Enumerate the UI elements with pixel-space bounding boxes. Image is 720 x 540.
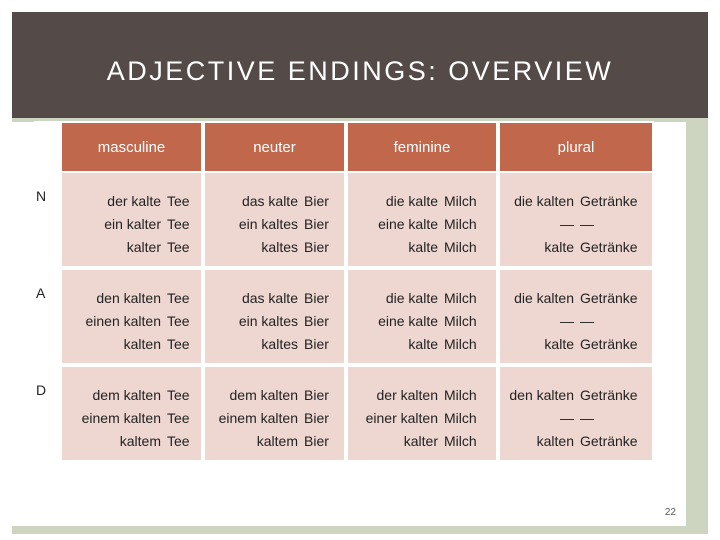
noun: Milch [444,313,477,329]
noun: Tee [167,290,190,306]
column-header-neuter: neuter [203,121,346,171]
article-adjective: ein kaltes [238,313,298,329]
noun: Milch [444,387,477,403]
noun: Tee [167,336,190,352]
cell-neuter [203,268,346,365]
phrase-line [500,236,652,259]
phrase-line [205,333,344,356]
noun: Bier [304,433,329,449]
phrase-line [62,310,201,333]
article-adjective: kaltes [261,336,298,352]
article-adjective: einer kalten [365,410,438,426]
case-row [34,171,654,268]
phrase-line [348,384,496,407]
article-adjective: das kalte [241,193,298,209]
phrase-line [205,190,344,213]
noun: Bier [304,239,329,255]
slide-title: ADJECTIVE ENDINGS: OVERVIEW [106,56,614,86]
article-adjective: den kalten [96,290,161,306]
article-adjective: kalte [544,239,574,255]
phrase-line [348,190,496,213]
noun: Getränke [580,290,638,306]
cell-masculine [60,268,203,365]
article-adjective: ein kalter [104,216,161,232]
cell-feminine [346,268,498,365]
article-adjective: dem kalten [229,387,298,403]
phrase-line [500,213,652,236]
noun: Tee [167,313,190,329]
noun: — [580,216,594,232]
noun: Bier [304,387,329,403]
phrase-line [62,287,201,310]
case-row [34,365,654,462]
table-body [34,171,654,462]
article-adjective: kaltem [256,433,298,449]
title-bar [12,12,708,118]
cell-masculine [60,171,203,268]
article-adjective: — [560,216,574,232]
header-row [34,121,654,171]
noun: Milch [444,433,477,449]
article-adjective: das kalte [241,290,298,306]
article-adjective: kalte [408,239,438,255]
article-adjective: kalter [126,239,161,255]
phrase-line [205,407,344,430]
article-adjective: einen kalten [85,313,161,329]
phrase-line [348,310,496,333]
noun: Milch [444,336,477,352]
noun: Getränke [580,336,638,352]
article-adjective: kalte [544,336,574,352]
article-adjective: der kalte [107,193,161,209]
noun: Getränke [580,239,638,255]
noun: Getränke [580,433,638,449]
phrase-line [62,384,201,407]
phrase-line [62,190,201,213]
phrase-line [205,310,344,333]
noun: — [580,313,594,329]
article-adjective: kalten [536,433,574,449]
article-adjective: einem kalten [81,410,161,426]
article-adjective: die kalte [385,193,438,209]
noun: Bier [304,410,329,426]
column-header-masculine: masculine [60,121,203,171]
cell-neuter [203,171,346,268]
phrase-line [62,213,201,236]
article-adjective: ein kaltes [238,216,298,232]
noun: Bier [304,313,329,329]
corner-cell [34,121,60,171]
article-adjective: kaltem [119,433,161,449]
cell-plural [498,365,654,462]
phrase-line [500,407,652,430]
noun: Milch [444,290,477,306]
noun: Milch [444,193,477,209]
article-adjective: eine kalte [378,313,438,329]
phrase-line [500,430,652,453]
noun: Bier [304,336,329,352]
noun: Tee [167,387,190,403]
phrase-line [500,333,652,356]
phrase-line [348,430,496,453]
cell-neuter [203,365,346,462]
article-adjective: die kalte [385,290,438,306]
noun: Getränke [580,193,638,209]
phrase-line [348,333,496,356]
article-adjective: die kalten [514,193,574,209]
article-adjective: einem kalten [218,410,298,426]
article-adjective: kaltes [261,239,298,255]
phrase-line [62,407,201,430]
cell-plural [498,171,654,268]
noun: — [580,410,594,426]
article-adjective: eine kalte [378,216,438,232]
case-label: A [34,268,60,365]
noun: Tee [167,410,190,426]
article-adjective: den kalten [509,387,574,403]
phrase-line [205,384,344,407]
cell-plural [498,268,654,365]
phrase-line [205,430,344,453]
page-number: 22 [664,507,676,518]
article-adjective: kalter [403,433,438,449]
phrase-line [348,287,496,310]
column-header-feminine: feminine [346,121,498,171]
phrase-line [348,407,496,430]
noun: Getränke [580,387,638,403]
article-adjective: die kalten [514,290,574,306]
cell-feminine [346,171,498,268]
article-adjective: dem kalten [92,387,161,403]
article-adjective: — [560,410,574,426]
phrase-line [205,236,344,259]
noun: Tee [167,193,190,209]
adjective-endings-table [34,121,654,462]
article-adjective: kalte [408,336,438,352]
phrase-line [500,384,652,407]
noun: Bier [304,193,329,209]
cell-masculine [60,365,203,462]
phrase-line [348,236,496,259]
noun: Tee [167,239,190,255]
noun: Milch [444,239,477,255]
phrase-line [500,310,652,333]
case-label: D [34,365,60,462]
article-adjective: — [560,313,574,329]
noun: Tee [167,216,190,232]
case-row [34,268,654,365]
noun: Tee [167,433,190,449]
phrase-line [500,190,652,213]
cell-feminine [346,365,498,462]
phrase-line [62,430,201,453]
noun: Bier [304,216,329,232]
article-adjective: kalten [123,336,161,352]
article-adjective: der kalten [376,387,438,403]
case-label: N [34,171,60,268]
noun: Milch [444,410,477,426]
noun: Bier [304,290,329,306]
column-header-plural: plural [498,121,654,171]
phrase-line [205,213,344,236]
phrase-line [62,236,201,259]
phrase-line [62,333,201,356]
phrase-line [348,213,496,236]
phrase-line [205,287,344,310]
noun: Milch [444,216,477,232]
phrase-line [500,287,652,310]
